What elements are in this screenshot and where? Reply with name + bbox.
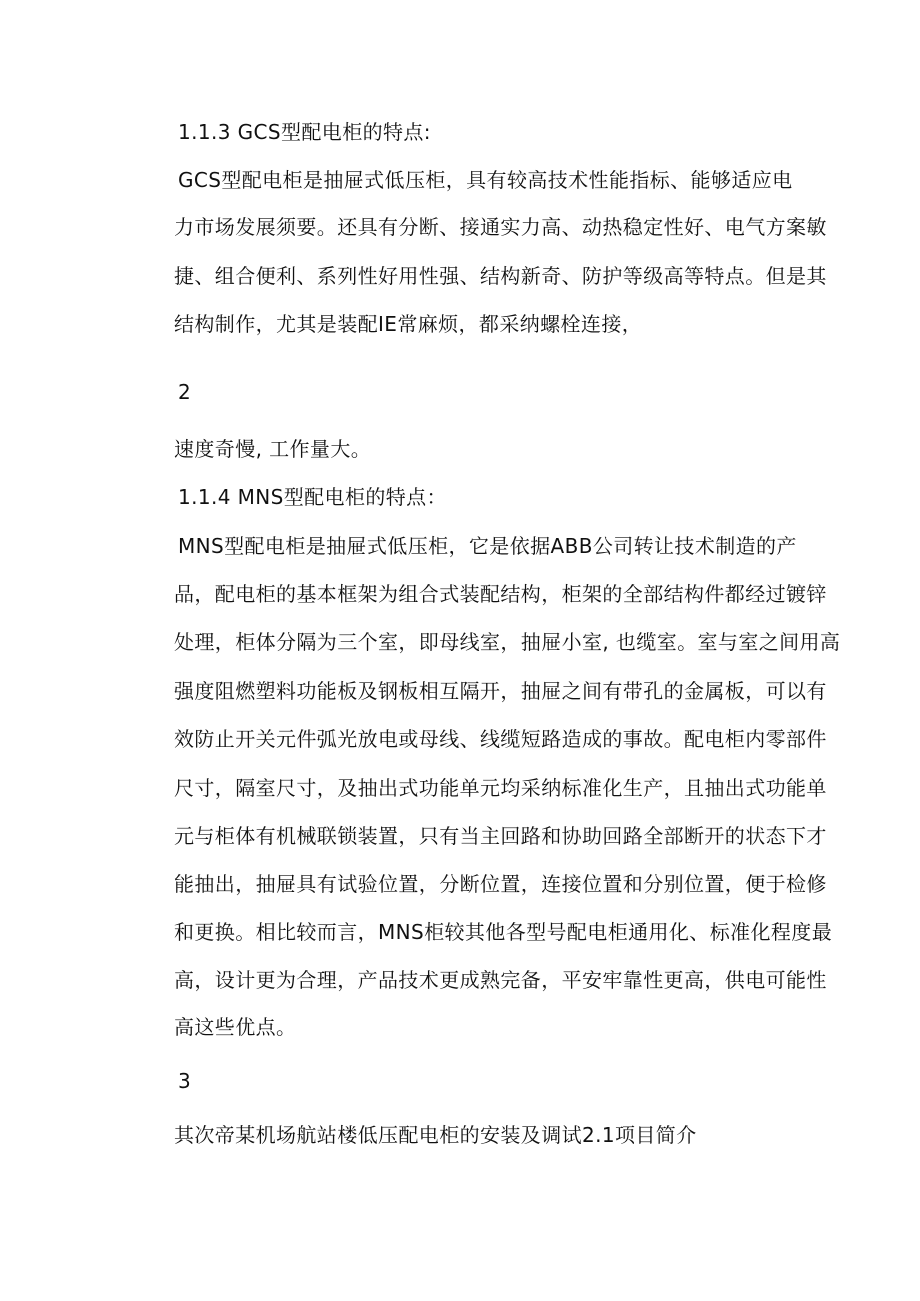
paragraph-line: 强度阻燃塑料功能板及钢板相互隔开，抽屉之间有带孔的金属板，可以有 bbox=[174, 679, 827, 703]
page-number: 3 bbox=[178, 1069, 192, 1093]
paragraph-line: 高，设计更为合理，产品技术更成熟完备，平安牢靠性更高，供电可能性 bbox=[174, 968, 827, 992]
paragraph-line: 高这些优点。 bbox=[174, 1015, 297, 1039]
paragraph-line: 结构制作，尤其是装配IE常麻烦，都采纳螺栓连接， bbox=[174, 312, 643, 336]
paragraph-line: 和更换。相比较而言，MNS柜较其他各型号配电柜通用化、标准化程度最 bbox=[174, 920, 833, 944]
paragraph-line: 处理，柜体分隔为三个室，即母线室，抽屉小室, 也缆室。室与室之间用高 bbox=[174, 630, 841, 654]
paragraph-line: 其次帝某机场航站楼低压配电柜的安装及调试2.1项目简介 bbox=[174, 1123, 697, 1147]
page-number: 2 bbox=[178, 380, 192, 404]
paragraph-line: 力市场发展须要。还具有分断、接通实力高、动热稳定性好、电气方案敏 bbox=[174, 215, 827, 239]
paragraph-line: 能抽出，抽屉具有试验位置，分断位置，连接位置和分别位置，便于检修 bbox=[174, 872, 827, 896]
paragraph-line: GCS型配电柜是抽屉式低压柜，具有较高技术性能指标、能够适应电 bbox=[178, 168, 793, 192]
section-heading-114: 1.1.4 MNS型配电柜的特点： bbox=[178, 485, 447, 509]
paragraph-line: 速度奇慢, 工作量大。 bbox=[174, 437, 372, 461]
paragraph-line: 捷、组合便利、系列性好用性强、结构新奇、防护等级高等特点。但是其 bbox=[174, 264, 827, 288]
paragraph-line: MNS型配电柜是抽屉式低压柜，它是依据ABB公司转让技术制造的产 bbox=[178, 534, 797, 558]
paragraph-line: 效防止开关元件弧光放电或母线、线缆短路造成的事故。配电柜内零部件 bbox=[174, 727, 827, 751]
paragraph-line: 品，配电柜的基本框架为组合式装配结构，柜架的全部结构件都经过镀锌 bbox=[174, 582, 827, 606]
section-heading-113: 1.1.3 GCS型配电柜的特点: bbox=[178, 120, 431, 144]
paragraph-line: 尺寸，隔室尺寸，及抽出式功能单元均采纳标准化生产，且抽出式功能单 bbox=[174, 776, 827, 800]
paragraph-line: 元与柜体有机械联锁装置，只有当主回路和协助回路全部断开的状态下才 bbox=[174, 824, 827, 848]
